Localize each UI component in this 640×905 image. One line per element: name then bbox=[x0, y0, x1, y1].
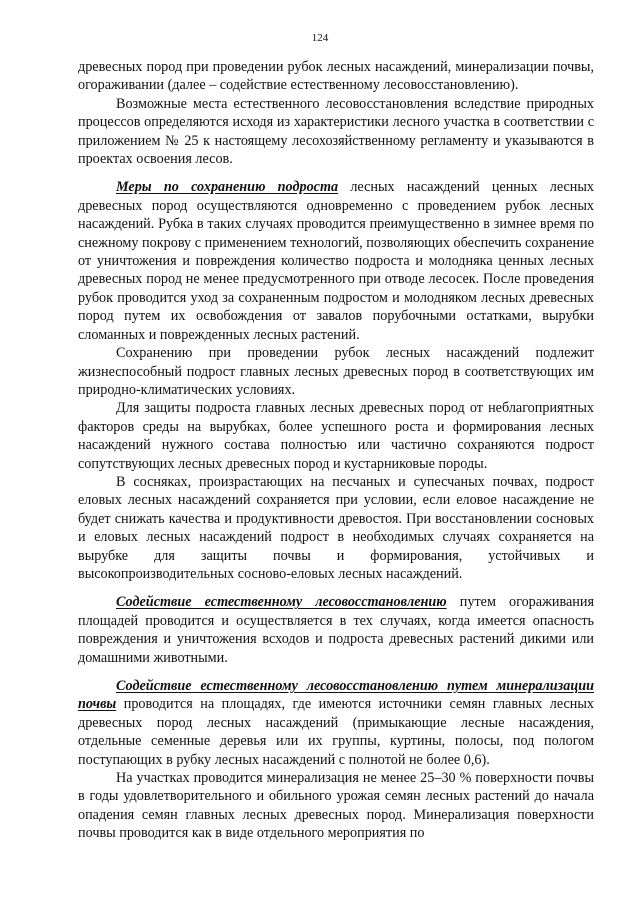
document-body bbox=[78, 58, 594, 843]
paragraph-text: Сохранению при проведении рубок лесных насаждений подлежит жизнеспособный подрост главных лесных древесных пород в соответствующих им природно-климатических условиях. bbox=[78, 345, 594, 398]
paragraph-text: На участках проводится минерализация не менее 25–30 % поверхности почвы в годы удовлетворительного и обильного урожая семян лесных растений до начала опадения семян главных лесных древесных пород. Минерализация поверхности почвы проводится как в виде отдельного мероприятия по bbox=[78, 770, 594, 842]
paragraph-fencing bbox=[78, 593, 594, 667]
paragraph-mineralization-coverage bbox=[78, 769, 594, 843]
page-number: 124 bbox=[311, 32, 329, 44]
emphasized-heading: Содействие естественному лесовосстановлению bbox=[116, 594, 447, 611]
paragraph-protection-factors bbox=[78, 399, 594, 473]
emphasized-heading: Меры по сохранению подроста bbox=[116, 179, 339, 196]
paragraph-text: проводится на площадях, где имеются источники семян главных лесных древесных пород лесных насаждений (примыкающие лесные насаждения, отдельные семенные деревья или их группы, куртины, полосы, под пологом поступающих в рубку лесных насаждений с полнотой не более 0,6). bbox=[78, 696, 594, 768]
paragraph-viable-undergrowth bbox=[78, 344, 594, 399]
paragraph-pine-stands bbox=[78, 473, 594, 583]
paragraph-text: Для защиты подроста главных лесных древесных пород от неблагоприятных факторов среды на вырубках, более успешного роста и формирования лесных насаждений нужного состава полностью или частично сохраняются подрост сопутствующих лесных древесных пород и кустарниковые породы. bbox=[78, 400, 594, 472]
paragraph-undergrowth-preservation bbox=[78, 178, 594, 344]
paragraph-soil-mineralization bbox=[78, 677, 594, 769]
paragraph-text: В сосняках, произрастающих на песчаных и супесчаных почвах, подрост еловых лесных насаждений сохраняется при условии, если еловое насаждение не будет снижать качества и продуктивности древостоя. При восстановлении сосновых и еловых лесных насаждений подрост в необходимых случаях сохраняется на вырубке для защиты почвы и формирования, устойчивых и высокопроизводительных сосново-еловых лесных насаждений. bbox=[78, 473, 594, 582]
paragraph-text: Возможные места естественного лесовосстановления вследствие природных процессов определяются исходя из характеристики лесного участка в соответствии с приложением № 25 к настоящему лесохозяйственному регламенту и указываются в проектах освоения лесов. bbox=[78, 95, 594, 168]
paragraph-text: путем огораживания площадей проводится и осуществляется в тех случаях, когда имеется опасность повреждения и уничтожения всходов и подроста древесных растений дикими или домашними животными. bbox=[78, 594, 594, 666]
paragraph-continuation bbox=[78, 58, 594, 95]
emphasized-heading: Содействие естественному лесовосстановлению путем минерализации почвы bbox=[78, 678, 594, 713]
paragraph-text: лесных насаждений ценных лесных древесных пород осуществляются одновременно с проведением рубок лесных насаждений. Рубка в таких случаях проводится преимущественно в зимнее время по снежному покрову с применением технологий, позволяющих обеспечить сохранение от уничтожения и повреждения количество подроста и молодняка ценных лесных древесных пород не менее предусмотренного при отводе лесосек. После проведения рубок проводится уход за сохраненным подростом и молодняком лесных древесных пород путем их освобождения от завалов порубочными остатками, вырубки сломанных и поврежденных лесных растений. bbox=[78, 179, 594, 343]
paragraph-natural-regeneration-sites bbox=[78, 95, 594, 169]
paragraph-text: древесных пород при проведении рубок лесных насаждений, минерализации почвы, огораживании (далее – содействие естественному лесовосстановлению). bbox=[78, 59, 594, 94]
